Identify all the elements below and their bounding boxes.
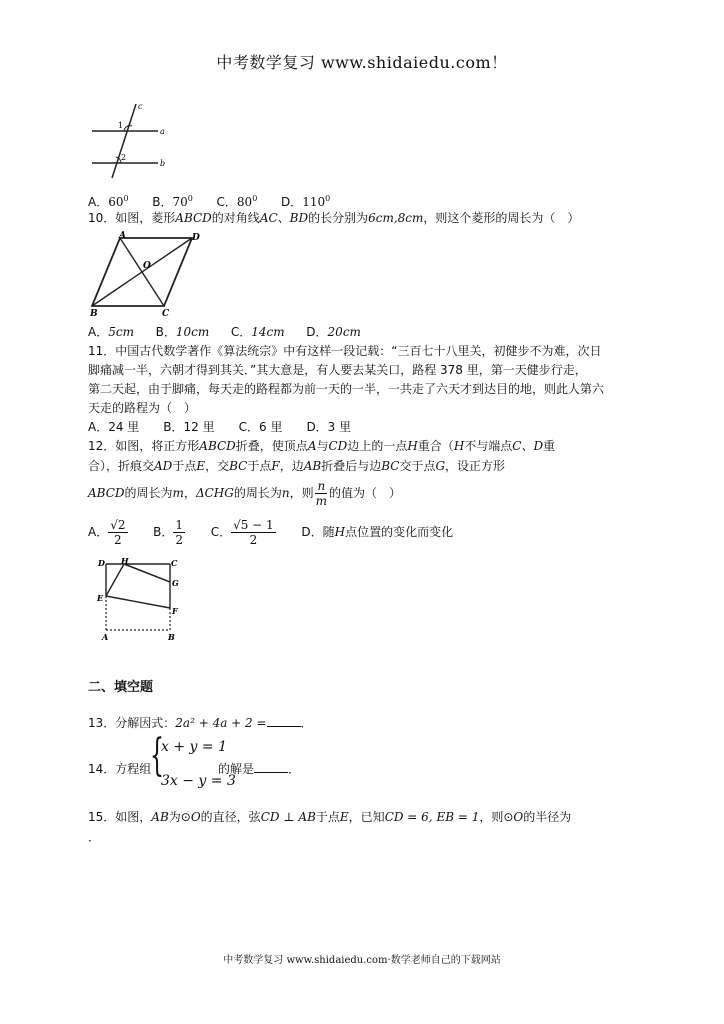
line-c bbox=[112, 104, 136, 178]
label-G: G bbox=[172, 578, 179, 588]
q15-line-1: 15．如图，AB为⊙O的直径，弦CD ⊥ AB于点E，已知CD = 6, EB = 1，则⊙O的半径为 bbox=[88, 810, 572, 824]
q12-options: A． $\frac{√2}{2}$ B． $\frac{1}{2}$ C． $\frac{√5 - 1}{2}$ D．随H点位置的变化而变化 bbox=[88, 518, 454, 547]
system-brace: { bbox=[150, 730, 164, 781]
page-footer: 中考数学复习 www.shidaiedu.com·数学老师自己的下载网站 bbox=[223, 955, 501, 966]
label-a: a bbox=[160, 127, 165, 136]
option-c-fraction: $\frac{√5 - 1}{2}$ bbox=[233, 518, 274, 547]
q12-line-3: ABCD的周长为m，ΔCHG的周长为n，则 $\frac{n}{m}$ 的值为（ ） bbox=[88, 479, 402, 508]
label-A: A bbox=[102, 632, 109, 642]
label-D: D bbox=[98, 558, 105, 568]
page-header: 中考数学复习 www.shidaiedu.com！ bbox=[216, 53, 508, 72]
rhombus-figure bbox=[88, 230, 208, 318]
q11-line-2: 脚痛减一半，六朝才得到其关．”其大意是，有人要去某关口，路程 378 里，第一天健步行走， bbox=[88, 363, 587, 377]
q11-options: A．24 里 B．12 里 C．6 里 D．3 里 bbox=[88, 420, 352, 434]
q11-line-1: 11．中国古代数学著作《算法统宗》中有这样一段记载：“三百七十八里关，初健步不为难，次日 bbox=[88, 344, 602, 358]
q10-options: A．5cm B．10cm C．14cm D．20cm bbox=[88, 325, 361, 339]
fold-he bbox=[106, 564, 124, 596]
q14-tail: 的解是 ． bbox=[218, 762, 301, 776]
label-O: O bbox=[143, 261, 151, 271]
answer-blank[interactable] bbox=[254, 760, 288, 773]
label-H: H bbox=[121, 556, 129, 566]
equation-2: 3x − y = 3 bbox=[161, 773, 236, 789]
label-B: B bbox=[90, 309, 98, 318]
answer-blank[interactable] bbox=[267, 714, 301, 727]
label-C: C bbox=[171, 558, 178, 568]
q10-stem: 10．如图，菱形ABCD的对角线AC、BD的长分别为6cm,8cm，则这个菱形的周长为（ ） bbox=[88, 211, 580, 225]
equation-1: x + y = 1 bbox=[161, 739, 227, 755]
option-b-fraction: $\frac{1}{2}$ bbox=[175, 518, 184, 547]
option-a-fraction: $\frac{√2}{2}$ bbox=[110, 518, 126, 547]
q13: 13．分解因式：2a² + 4a + 2 = ． bbox=[88, 716, 313, 730]
label-c: c bbox=[138, 102, 143, 111]
label-b: b bbox=[160, 159, 166, 168]
label-B: B bbox=[168, 632, 175, 642]
label-1: 1 bbox=[118, 121, 124, 130]
label-A: A bbox=[119, 231, 126, 241]
q14-label: 14．方程组 bbox=[88, 762, 152, 776]
label-F: F bbox=[172, 606, 178, 616]
parallel-lines-figure bbox=[88, 100, 178, 180]
q12-line-2: 合），折痕交AD于点E，交BC于点F，边AB折叠后与边BC交于点G，设正方形 bbox=[88, 459, 506, 473]
folded-square-figure bbox=[94, 556, 186, 646]
label-D: D bbox=[192, 233, 200, 243]
q9-options: A．$60^0$ B．$70^0$ C．$80^0$ D．$110^0$ bbox=[88, 194, 331, 209]
diagonal-bd bbox=[92, 238, 192, 306]
section-title: 二、填空题 bbox=[88, 680, 154, 695]
q15-line-2: ． bbox=[88, 830, 101, 844]
folded-edge bbox=[124, 564, 170, 582]
fraction-n-over-m: $\frac{n}{m}$ bbox=[315, 479, 327, 508]
label-E: E bbox=[97, 593, 104, 603]
label-C: C bbox=[162, 309, 170, 318]
q11-line-3: 第二天起，由于脚痛，每天走的路程都为前一天的一半，一共走了六天才到达目的地，则此人第六 bbox=[88, 382, 605, 396]
crease-ef bbox=[106, 596, 170, 608]
q11-line-4: 天走的路程为（ ） bbox=[88, 401, 197, 415]
label-2: 2 bbox=[121, 153, 127, 162]
q12-line-1: 12．如图，将正方形ABCD折叠，使顶点A与CD边上的一点H重合（H不与端点C、D重 bbox=[88, 439, 556, 453]
